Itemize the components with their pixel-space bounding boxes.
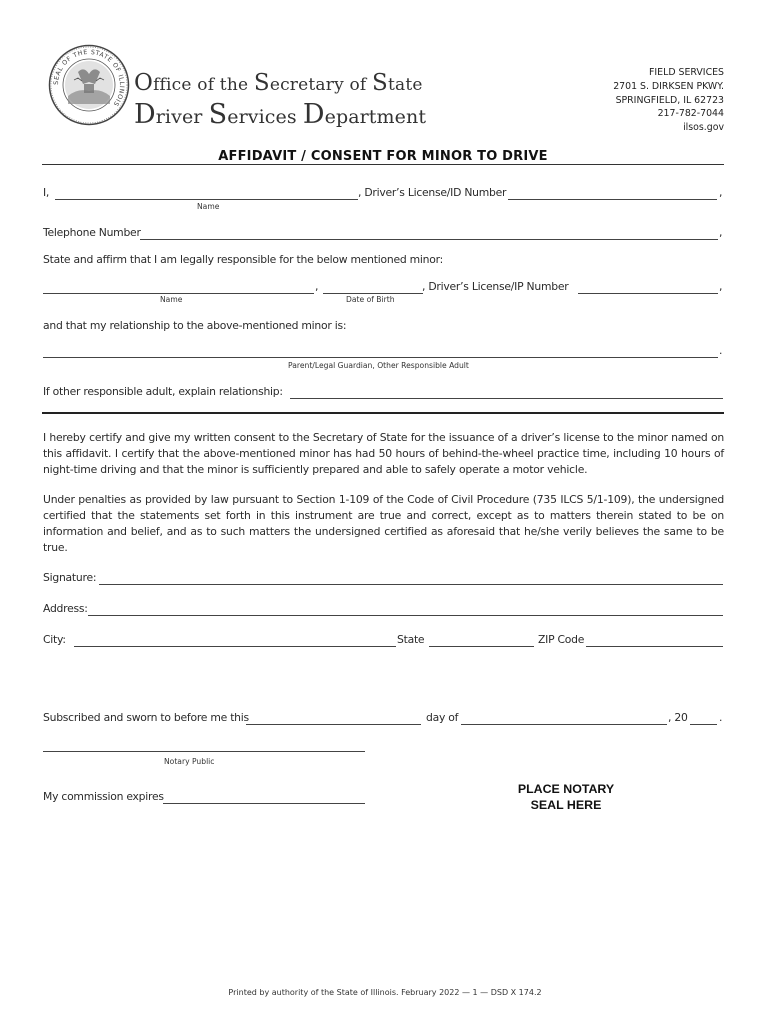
address-input[interactable] [88, 615, 723, 616]
dl-id-label: , Driver’s License/ID Number [358, 186, 507, 199]
signature-label: Signature: [43, 571, 97, 584]
zip-input[interactable] [586, 646, 723, 647]
responsible-name-input[interactable] [55, 199, 358, 200]
footer: Printed by authority of the State of Illinois. February 2022 — 1 — DSD X 174.2 [228, 988, 542, 997]
state-seal [48, 44, 130, 126]
day-of-label: day of [426, 711, 459, 724]
notary-seal-line: PLACE NOTARY [517, 782, 615, 796]
city-input[interactable] [74, 646, 396, 647]
minor-dl-input[interactable] [578, 293, 718, 294]
name-caption: Name [197, 202, 220, 211]
comma: , [719, 226, 723, 239]
telephone-label: Telephone Number [43, 226, 141, 239]
address-line: 2701 S. DIRKSEN PKWY. [613, 80, 724, 92]
relationship-input[interactable] [43, 357, 718, 358]
affirm-text: State and affirm that I am legally responsible for the below mentioned minor: [43, 253, 443, 266]
minor-name-input[interactable] [43, 293, 314, 294]
notary-signature-input[interactable] [43, 751, 365, 752]
address-line: FIELD SERVICES [649, 67, 724, 78]
minor-dob-input[interactable] [323, 293, 423, 294]
state-label: State [397, 633, 425, 646]
office-title: Office of the Secretary of State [134, 70, 423, 96]
sworn-month-input[interactable] [461, 724, 667, 725]
svg-text:SEAL OF THE STATE OF ILLINOIS: SEAL OF THE STATE OF ILLINOIS [52, 48, 126, 108]
period: . [719, 711, 723, 724]
subscribed-label: Subscribed and sworn to before me this [43, 711, 249, 724]
certify-paragraph: I hereby certify and give my written consent to the Secretary of State for the issuance of a driver’s license to the minor named on this affidavit. I certify that the above-mentioned minor has had 50 hours of behind-the-wheel practice time, including 10 hours of night-time driving and that the minor is sufficiently prepared and able to safely operate a motor vehicle. [43, 431, 724, 476]
commission-expiry-input[interactable] [163, 803, 365, 804]
address-line: ilsos.gov [683, 122, 724, 134]
comma: , [719, 280, 723, 293]
state-input[interactable] [429, 646, 534, 647]
address-line: SPRINGFIELD, IL 62723 [615, 94, 724, 106]
i-prefix: I, [43, 186, 50, 199]
relationship-text: and that my relationship to the above-mentioned minor is: [43, 319, 347, 332]
responsible-dl-input[interactable] [508, 199, 717, 200]
department-title: Driver Services Department [134, 99, 427, 130]
explain-relationship-input[interactable] [290, 398, 723, 399]
minor-dl-label: , Driver’s License/IP Number [422, 280, 569, 293]
title-rule [42, 164, 724, 165]
year-prefix: , 20 [668, 711, 688, 724]
minor-name-caption: Name [160, 295, 183, 304]
period: . [719, 344, 723, 357]
sworn-year-input[interactable] [690, 724, 717, 725]
address-label: Address: [43, 602, 88, 615]
telephone-input[interactable] [140, 239, 718, 240]
notary-seal-box [480, 781, 652, 813]
comma: , [719, 186, 723, 199]
office-address [613, 66, 724, 135]
notary-seal-line: SEAL HERE [530, 798, 602, 812]
comma: , [315, 280, 319, 293]
notary-caption: Notary Public [164, 757, 215, 766]
dob-caption: Date of Birth [346, 295, 395, 304]
section-divider [42, 412, 724, 414]
address-line: 217-782-7044 [657, 108, 724, 120]
penalty-paragraph: Under penalties as provided by law pursuant to Section 1-109 of the Code of Civil Procedure (735 ILCS 5/1-109), the undersigned certified that the statements set forth in this instrument are true and correct, except as to matters therein stated to be on information and belief, and as to such matters the undersigned certified as aforesaid that he/she verily believes the same to be true. [43, 493, 724, 554]
commission-label: My commission expires [43, 790, 164, 803]
explain-relationship-label: If other responsible adult, explain relationship: [43, 385, 283, 398]
form-title: AFFIDAVIT / CONSENT FOR MINOR TO DRIVE [218, 149, 548, 164]
seal-graphic [48, 44, 130, 126]
signature-input[interactable] [99, 584, 723, 585]
relationship-caption: Parent/Legal Guardian, Other Responsible Adult [288, 361, 469, 370]
sworn-day-input[interactable] [246, 724, 421, 725]
city-label: City: [43, 633, 66, 646]
zip-label: ZIP Code [538, 633, 585, 646]
